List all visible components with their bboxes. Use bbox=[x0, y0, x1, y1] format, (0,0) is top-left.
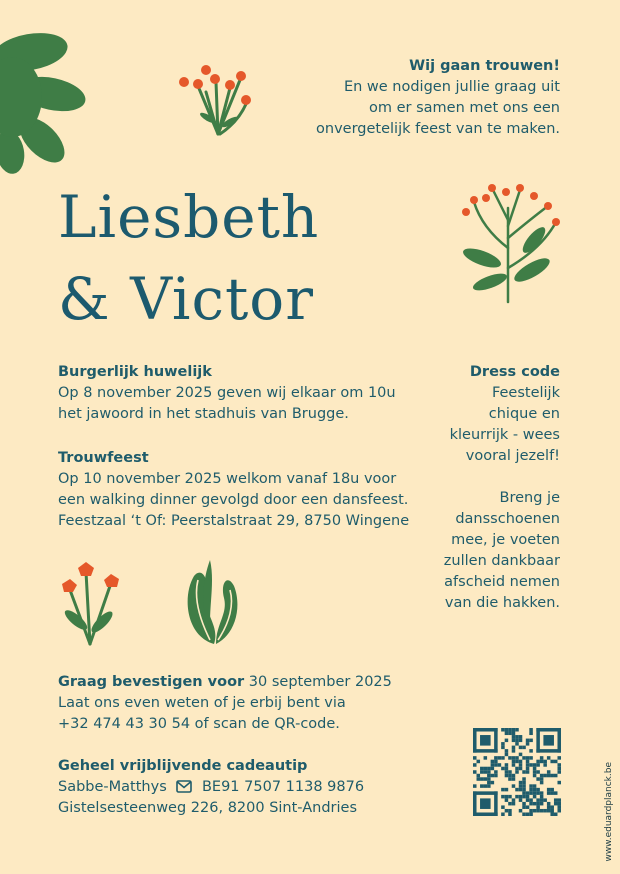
dress-line: dansschoenen bbox=[455, 511, 560, 527]
party-line: Op 10 november 2025 welkom vanaf 18u voor bbox=[58, 471, 397, 487]
civil-line: het jawoord in het stadhuis van Brugge. bbox=[58, 406, 349, 422]
party-heading: Trouwfeest bbox=[58, 450, 149, 466]
envelope-icon bbox=[176, 780, 192, 793]
dress-line: van die hakken. bbox=[444, 595, 560, 611]
dress-line: zullen dankbaar bbox=[443, 553, 560, 569]
dress-line: chique en bbox=[488, 406, 560, 422]
rsvp-line: +32 474 43 30 54 of scan de QR-code. bbox=[58, 716, 340, 732]
dress-heading: Dress code bbox=[469, 364, 560, 380]
berry-branch-icon bbox=[452, 178, 564, 306]
intro-line: onvergetelijk feest van te maken. bbox=[316, 121, 560, 137]
leaf-blob-icon bbox=[0, 22, 90, 182]
name-line-2: & Victor bbox=[58, 265, 314, 333]
party-line: Feestzaal ‘t Of: Peerstalstraat 29, 8750 Wingene bbox=[58, 513, 410, 529]
intro-line: om er samen met ons een bbox=[369, 100, 560, 116]
civil-wedding-section bbox=[58, 362, 396, 425]
gift-section bbox=[58, 756, 364, 819]
gift-heading: Geheel vrijblijvende cadeautip bbox=[58, 758, 308, 774]
rsvp-section bbox=[58, 672, 392, 735]
tulip-icon bbox=[56, 560, 122, 646]
dress-line: afscheid nemen bbox=[444, 574, 560, 590]
dress-line: Feestelijk bbox=[491, 385, 560, 401]
couple-names bbox=[58, 176, 319, 340]
gift-account: BE91 7507 1138 9876 bbox=[201, 779, 365, 795]
dress-line: Breng je bbox=[499, 490, 560, 506]
gift-name: Sabbe-Matthys bbox=[58, 779, 167, 795]
name-line-1: Liesbeth bbox=[58, 183, 320, 251]
dress-line: kleurrijk - wees bbox=[449, 427, 560, 443]
intro-line: En we nodigen jullie graag uit bbox=[343, 79, 560, 95]
qr-code-icon[interactable] bbox=[473, 728, 561, 816]
rsvp-line: Laat ons even weten of je erbij bent via bbox=[58, 695, 346, 711]
rsvp-date: 30 september 2025 bbox=[244, 674, 392, 690]
credit-text: www.eduardplanck.be bbox=[604, 762, 614, 862]
intro-text bbox=[270, 56, 560, 140]
civil-line: Op 8 november 2025 geven wij elkaar om 10u bbox=[58, 385, 396, 401]
flower-bouquet-icon bbox=[168, 52, 258, 142]
dress-code-section bbox=[410, 362, 560, 614]
rsvp-heading: Graag bevestigen voor bbox=[58, 674, 245, 690]
dress-line: vooral jezelf! bbox=[465, 448, 560, 464]
party-line: een walking dinner gevolgd door een dansfeest. bbox=[58, 492, 409, 508]
party-section bbox=[58, 448, 409, 532]
dress-line: mee, je voeten bbox=[451, 532, 560, 548]
civil-heading: Burgerlijk huwelijk bbox=[58, 364, 212, 380]
seaweed-leaf-icon bbox=[176, 556, 252, 646]
intro-lead: Wij gaan trouwen! bbox=[409, 58, 560, 74]
gift-address: Gistelsesteenweg 226, 8200 Sint-Andries bbox=[58, 800, 357, 816]
